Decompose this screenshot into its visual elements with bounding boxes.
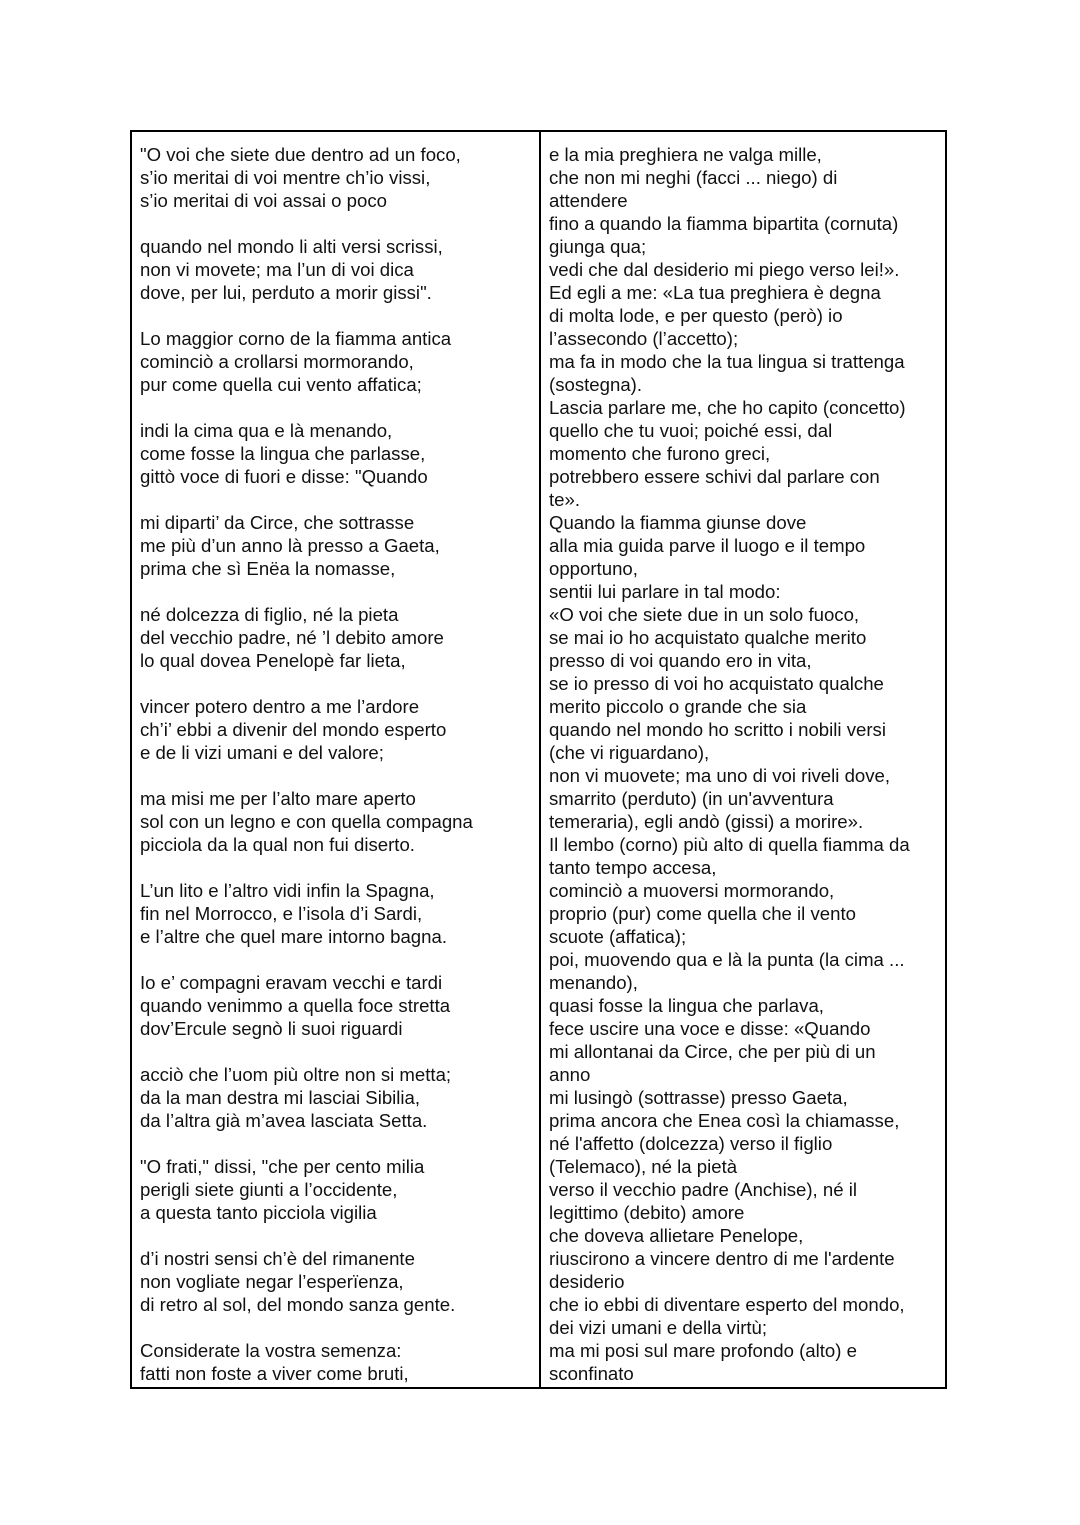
paraphrase-line: quello che tu vuoi; poiché essi, dal (549, 420, 833, 441)
paraphrase-line: fino a quando la fiamma bipartita (cornuta) (549, 213, 899, 234)
paraphrase-line: l’assecondo (l’accetto); (549, 328, 739, 349)
paraphrase-line: momento che furono greci, (549, 443, 771, 464)
stanza-break (140, 212, 539, 235)
paraphrase-line: Lascia parlare me, che ho capito (concetto) (549, 397, 906, 418)
paraphrase-line: sconfinato (549, 1363, 634, 1384)
original-verse-line: "O frati," dissi, "che per cento milia (140, 1156, 425, 1177)
stanza-break (140, 580, 539, 603)
original-verse-line: a questa tanto picciola vigilia (140, 1202, 377, 1223)
original-verse-line: quando venimmo a quella foce stretta (140, 995, 451, 1016)
original-verse-line: prima che sì Enëa la nomasse, (140, 558, 396, 579)
paraphrase-line: Il lembo (corno) più alto di quella fiamma da (549, 834, 910, 855)
paraphrase-line: prima ancora che Enea così la chiamasse, (549, 1110, 900, 1131)
paraphrase-line: mi lusingò (sottrasse) presso Gaeta, (549, 1087, 848, 1108)
paraphrase-line: (che vi riguardano), (549, 742, 710, 763)
paraphrase-line: menando), (549, 972, 638, 993)
verse-translation-table (130, 130, 947, 1389)
paraphrase-column (541, 132, 945, 1387)
original-verse-line: non vi movete; ma l’un di voi dica (140, 259, 414, 280)
paraphrase-line: di molta lode, e per questo (però) io (549, 305, 843, 326)
paraphrase-line: che non mi neghi (facci ... niego) di (549, 167, 838, 188)
original-verse-line: non vogliate negar l’esperïenza, (140, 1271, 404, 1292)
original-verse-line: perigli siete giunti a l’occidente, (140, 1179, 398, 1200)
paraphrase-line: dei vizi umani e della virtù; (549, 1317, 768, 1338)
paraphrase-line: tanto tempo accesa, (549, 857, 717, 878)
original-verse-line: d’i nostri sensi ch’è del rimanente (140, 1248, 415, 1269)
original-verse-line: Considerate la vostra semenza: (140, 1340, 402, 1361)
original-verse-line: pur come quella cui vento affatica; (140, 374, 422, 395)
paraphrase-line: cominciò a muoversi mormorando, (549, 880, 835, 901)
paraphrase-line: desiderio (549, 1271, 625, 1292)
original-verse-line: cominciò a crollarsi mormorando, (140, 351, 414, 372)
stanza-break (140, 488, 539, 511)
original-verse-line: ma misi me per l’alto mare aperto (140, 788, 416, 809)
stanza-break (140, 1224, 539, 1247)
stanza-break (140, 1132, 539, 1155)
paraphrase-line: scuote (affatica); (549, 926, 687, 947)
original-verse-line: vincer potero dentro a me l’ardore (140, 696, 420, 717)
paraphrase-line: potrebbero essere schivi dal parlare con (549, 466, 880, 487)
original-verse-line: di retro al sol, del mondo sanza gente. (140, 1294, 456, 1315)
paraphrase-line: proprio (pur) come quella che il vento (549, 903, 856, 924)
stanza-break (140, 304, 539, 327)
original-verse-line: indi la cima qua e là menando, (140, 420, 393, 441)
original-verse-line: e l’altre che quel mare intorno bagna. (140, 926, 447, 947)
original-verse-line: del vecchio padre, né ’l debito amore (140, 627, 444, 648)
original-verse-line: lo qual dovea Penelopè far lieta, (140, 650, 406, 671)
original-verse-line: s’io meritai di voi mentre ch’io vissi, (140, 167, 431, 188)
original-verse-line: mi diparti’ da Circe, che sottrasse (140, 512, 415, 533)
paraphrase-line: e la mia preghiera ne valga mille, (549, 144, 822, 165)
paraphrase-line: quasi fosse la lingua che parlava, (549, 995, 824, 1016)
original-verse-line: fin nel Morrocco, e l’isola d’i Sardi, (140, 903, 423, 924)
paraphrase-line: Quando la fiamma giunse dove (549, 512, 807, 533)
original-verse-line: dove, per lui, perduto a morir gissi". (140, 282, 432, 303)
stanza-break (140, 672, 539, 695)
original-verse-line: acciò che l’uom più oltre non si metta; (140, 1064, 452, 1085)
paraphrase-line: merito piccolo o grande che sia (549, 696, 807, 717)
paraphrase-line: se mai io ho acquistato qualche merito (549, 627, 867, 648)
paraphrase-line: quando nel mondo ho scritto i nobili versi (549, 719, 886, 740)
paraphrase-line: anno (549, 1064, 591, 1085)
original-verse-line: "O voi che siete due dentro ad un foco, (140, 144, 461, 165)
paraphrase-line: riuscirono a vincere dentro di me l'ardente (549, 1248, 895, 1269)
original-verse-line: gittò voce di fuori e disse: "Quando (140, 466, 428, 487)
paraphrase-line: ma fa in modo che la tua lingua si trattenga (549, 351, 905, 372)
paraphrase-line: temeraria), egli andò (gissi) a morire». (549, 811, 864, 832)
paraphrase-line: giunga qua; (549, 236, 647, 257)
paraphrase-line: (Telemaco), né la pietà (549, 1156, 738, 1177)
stanza-break (140, 764, 539, 787)
original-verse-column (132, 132, 541, 1387)
paraphrase-line: se io presso di voi ho acquistato qualche (549, 673, 884, 694)
original-verse-line: né dolcezza di figlio, né la pieta (140, 604, 399, 625)
stanza-break (140, 1316, 539, 1339)
paraphrase-line: presso di voi quando ero in vita, (549, 650, 812, 671)
original-verse-line: e de li vizi umani e del valore; (140, 742, 384, 763)
original-verse-line: dov’Ercule segnò li suoi riguardi (140, 1018, 403, 1039)
original-verse-line: Io e’ compagni eravam vecchi e tardi (140, 972, 443, 993)
paraphrase-line: poi, muovendo qua e là la punta (la cima ... (549, 949, 905, 970)
paraphrase-line: né l'affetto (dolcezza) verso il figlio (549, 1133, 833, 1154)
paraphrase-line: non vi muovete; ma uno di voi riveli dove, (549, 765, 891, 786)
original-verse-line: fatti non foste a viver come bruti, (140, 1363, 409, 1384)
paraphrase-line: Ed egli a me: «La tua preghiera è degna (549, 282, 881, 303)
original-verse-line: da l’altra già m’avea lasciata Setta. (140, 1110, 428, 1131)
original-verse-line: me più d’un anno là presso a Gaeta, (140, 535, 440, 556)
paraphrase-line: «O voi che siete due in un solo fuoco, (549, 604, 860, 625)
stanza-break (140, 948, 539, 971)
original-verse-line: come fosse la lingua che parlasse, (140, 443, 426, 464)
stanza-break (140, 1040, 539, 1063)
paraphrase-line: sentii lui parlare in tal modo: (549, 581, 781, 602)
paraphrase-line: ma mi posi sul mare profondo (alto) e (549, 1340, 857, 1361)
paraphrase-line: legittimo (debito) amore (549, 1202, 745, 1223)
stanza-break (140, 396, 539, 419)
stanza-break (140, 856, 539, 879)
original-verse-line: L’un lito e l’altro vidi infin la Spagna, (140, 880, 435, 901)
paraphrase-line: verso il vecchio padre (Anchise), né il (549, 1179, 857, 1200)
paraphrase-line: che doveva allietare Penelope, (549, 1225, 804, 1246)
paraphrase-line: alla mia guida parve il luogo e il tempo (549, 535, 866, 556)
paraphrase-line: (sostegna). (549, 374, 643, 395)
original-verse-line: sol con un legno e con quella compagna (140, 811, 473, 832)
paraphrase-line: fece uscire una voce e disse: «Quando (549, 1018, 871, 1039)
paraphrase-line: attendere (549, 190, 628, 211)
original-verse-line: quando nel mondo li alti versi scrissi, (140, 236, 443, 257)
paraphrase-line: opportuno, (549, 558, 638, 579)
original-verse-line: picciola da la qual non fui diserto. (140, 834, 415, 855)
original-verse-line: ch’i’ ebbi a divenir del mondo esperto (140, 719, 447, 740)
paraphrase-line: mi allontanai da Circe, che per più di un (549, 1041, 876, 1062)
original-verse-line: Lo maggior corno de la fiamma antica (140, 328, 452, 349)
original-verse-line: s’io meritai di voi assai o poco (140, 190, 387, 211)
paraphrase-line: te». (549, 489, 581, 510)
original-verse-line: da la man destra mi lasciai Sibilia, (140, 1087, 421, 1108)
paraphrase-line: che io ebbi di diventare esperto del mondo, (549, 1294, 905, 1315)
paraphrase-line: vedi che dal desiderio mi piego verso lei!». (549, 259, 900, 280)
paraphrase-line: smarrito (perduto) (in un'avventura (549, 788, 834, 809)
